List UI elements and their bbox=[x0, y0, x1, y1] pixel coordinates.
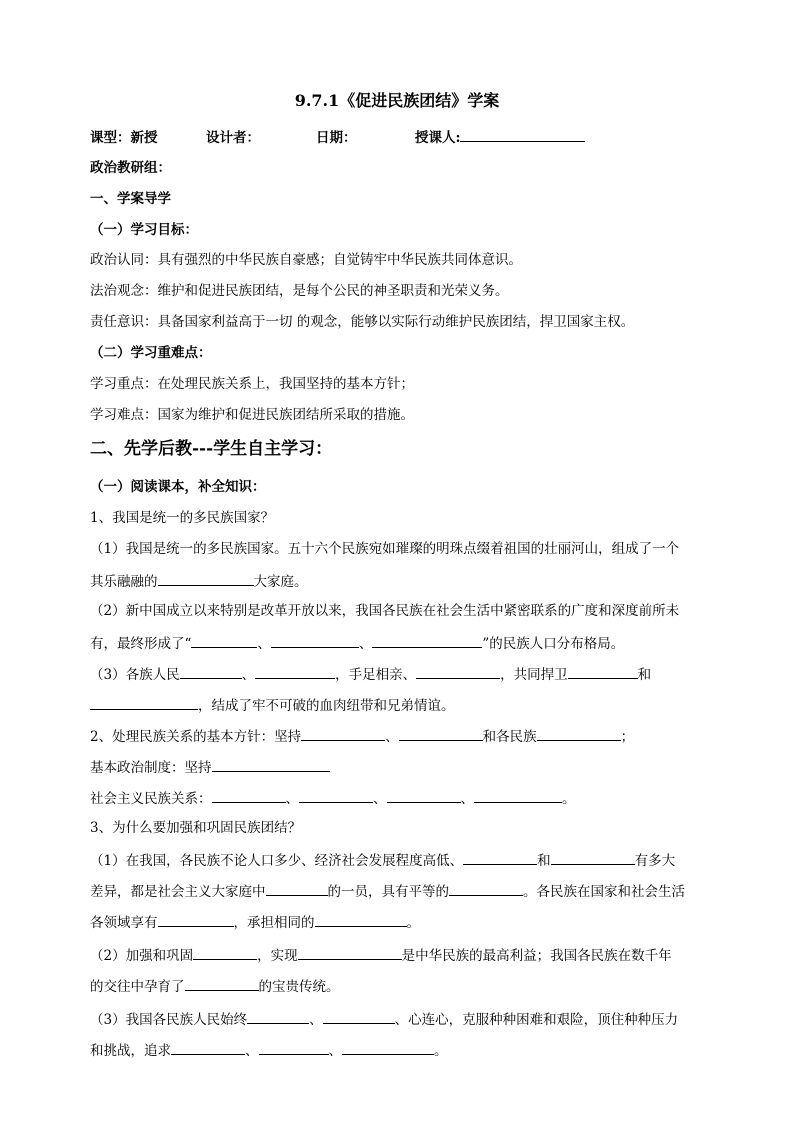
fill-blank[interactable] bbox=[416, 664, 500, 679]
text: 。 bbox=[562, 791, 576, 807]
fill-blank[interactable] bbox=[342, 1040, 434, 1055]
meta-row bbox=[90, 127, 585, 147]
text: 社会主义民族关系： bbox=[90, 791, 212, 807]
text: ”的民族人口分布格局。 bbox=[482, 636, 625, 652]
question-3: 3、为什么要加强和巩固民族团结？ bbox=[90, 820, 302, 836]
keypoints-subheading: （二）学习重难点： bbox=[90, 345, 212, 361]
goal-political: 政治认同：具有强烈的中华民族自豪感；自觉铸牢中华民族共同体意识。 bbox=[90, 252, 522, 268]
text: 、 bbox=[460, 791, 474, 807]
fill-blank[interactable] bbox=[399, 726, 483, 741]
q1-2-line1: （2）新中国成立以来特别是改革开放以来，我国各民族在社会生活中紧密联系的广度和深度前所未 bbox=[90, 603, 680, 619]
section1-heading: 一、学案导学 bbox=[90, 191, 171, 207]
text: 和挑战，追求 bbox=[90, 1043, 171, 1059]
question-1: 1、我国是统一的多民族国家？ bbox=[90, 510, 275, 526]
fill-blank[interactable] bbox=[474, 788, 562, 803]
q3-1-line3 bbox=[90, 912, 420, 932]
text: 的交往中孕育了 bbox=[90, 979, 185, 995]
q1-2-line2 bbox=[90, 633, 624, 653]
instructor-label: 授课人: bbox=[415, 130, 461, 146]
question-2 bbox=[90, 726, 634, 746]
q3-3-line2 bbox=[90, 1040, 448, 1060]
text: 大家庭。 bbox=[253, 574, 308, 590]
fill-blank[interactable] bbox=[90, 695, 198, 710]
ethnic-relations-line bbox=[90, 788, 576, 808]
course-type: 课型：新授 bbox=[90, 130, 158, 146]
text: 、 bbox=[328, 1043, 342, 1059]
text: 。各民族在国家和社会生活 bbox=[523, 884, 685, 900]
text: 和 bbox=[537, 853, 551, 869]
goal-legal: 法治观念：维护和促进民族团结，是每个公民的神圣职责和光荣义务。 bbox=[90, 283, 509, 299]
fill-blank[interactable] bbox=[315, 912, 407, 927]
text: 的宝贵传统。 bbox=[258, 979, 340, 995]
fill-blank[interactable] bbox=[180, 664, 242, 679]
q3-1-line2 bbox=[90, 881, 685, 901]
fill-blank[interactable] bbox=[212, 757, 330, 772]
goals-subheading: （一）学习目标： bbox=[90, 222, 198, 238]
q1-3-line1 bbox=[90, 664, 651, 684]
fill-blank[interactable] bbox=[247, 1009, 309, 1024]
text: 、 bbox=[241, 667, 256, 683]
political-system-line bbox=[90, 757, 330, 777]
text: 、 bbox=[257, 636, 271, 652]
text: 。 bbox=[434, 1043, 448, 1059]
date-label: 日期： bbox=[316, 130, 357, 146]
text: 、 bbox=[385, 729, 399, 745]
section2-heading: 二、先学后教---学生自主学习： bbox=[90, 439, 333, 459]
fill-blank[interactable] bbox=[568, 664, 638, 679]
key-point: 学习重点：在处理民族关系上，我国坚持的基本方针； bbox=[90, 376, 414, 392]
reading-subheading: （一）阅读课本，补全知识： bbox=[90, 479, 266, 495]
fill-blank[interactable] bbox=[185, 976, 259, 991]
text: 、 bbox=[285, 791, 299, 807]
designer-label: 设计者： bbox=[206, 130, 260, 146]
q1-3-line2 bbox=[90, 695, 455, 715]
text: ，实现 bbox=[257, 948, 298, 964]
q1-1-line2 bbox=[90, 571, 308, 591]
text: 、 bbox=[309, 1012, 323, 1028]
q3-1-line1 bbox=[90, 850, 675, 870]
fill-blank[interactable] bbox=[387, 788, 461, 803]
text: 2、处理民族关系的基本方针：坚持 bbox=[90, 729, 302, 745]
instructor-blank[interactable] bbox=[460, 127, 585, 142]
fill-blank[interactable] bbox=[191, 633, 257, 648]
text: （2）加强和巩固 bbox=[90, 948, 194, 964]
q3-2-line1 bbox=[90, 945, 672, 965]
difficult-point: 学习难点：国家为维护和促进民族团结所采取的措施。 bbox=[90, 407, 414, 423]
fill-blank[interactable] bbox=[158, 912, 234, 927]
fill-blank[interactable] bbox=[372, 633, 482, 648]
q3-3-line1 bbox=[90, 1009, 678, 1029]
fill-blank[interactable] bbox=[551, 850, 635, 865]
text: 各领域享有 bbox=[90, 915, 158, 931]
text: 有多大 bbox=[634, 853, 676, 869]
text: （3）各族人民 bbox=[90, 667, 180, 683]
fill-blank[interactable] bbox=[463, 850, 537, 865]
fill-blank[interactable] bbox=[299, 788, 373, 803]
fill-blank[interactable] bbox=[266, 881, 328, 896]
q1-1-line1: （1）我国是统一的多民族国家。五十六个民族宛如璀璨的明珠点缀着祖国的壮丽河山，组成了一个 bbox=[90, 541, 680, 557]
text: ，手足相亲、 bbox=[335, 667, 417, 683]
fill-blank[interactable] bbox=[449, 881, 523, 896]
text: 基本政治制度：坚持 bbox=[90, 760, 212, 776]
q3-2-line2 bbox=[90, 976, 340, 996]
fill-blank[interactable] bbox=[301, 726, 385, 741]
text: 、 bbox=[373, 791, 387, 807]
text: 的一员，具有平等的 bbox=[327, 884, 449, 900]
text: （3）我国各民族人民始终 bbox=[90, 1012, 248, 1028]
group-label: 政治教研组： bbox=[90, 160, 171, 176]
text: 和 bbox=[637, 667, 652, 683]
text: ，结成了牢不可破的血肉纽带和兄弟情谊。 bbox=[198, 698, 455, 714]
text: （1）在我国，各民族不论人口多少、经济社会发展程度高低、 bbox=[90, 853, 464, 869]
document-title: 9.7.1《促进民族团结》学案 bbox=[294, 91, 500, 110]
text: 是中华民族的最高利益；我国各民族在数千年 bbox=[401, 948, 672, 964]
text: 和各民族 bbox=[482, 729, 537, 745]
fill-blank[interactable] bbox=[298, 945, 402, 960]
fill-blank[interactable] bbox=[271, 633, 359, 648]
text: ； bbox=[620, 729, 635, 745]
text: 、 bbox=[358, 636, 373, 652]
text: 、心连心，克服种种困难和艰险，顶住种种压力 bbox=[394, 1012, 679, 1028]
fill-blank[interactable] bbox=[323, 1009, 395, 1024]
text: 。 bbox=[406, 915, 420, 931]
fill-blank[interactable] bbox=[259, 1040, 329, 1055]
text: 差异，都是社会主义大家庭中 bbox=[90, 884, 266, 900]
text: 、 bbox=[245, 1043, 259, 1059]
goal-responsibility: 责任意识：具备国家利益高于一切 的观念，能够以实际行动维护民族团结，捍卫国家主权。 bbox=[90, 314, 635, 330]
fill-blank[interactable] bbox=[193, 945, 257, 960]
text: ，共同捍卫 bbox=[500, 667, 568, 683]
text: ，承担相同的 bbox=[233, 915, 315, 931]
text: 其乐融融的 bbox=[90, 574, 158, 590]
fill-blank[interactable] bbox=[537, 726, 621, 741]
fill-blank[interactable] bbox=[255, 664, 335, 679]
text: 有，最终形成了“ bbox=[90, 636, 192, 652]
fill-blank[interactable] bbox=[171, 1040, 245, 1055]
fill-blank[interactable] bbox=[212, 788, 286, 803]
fill-blank[interactable] bbox=[158, 571, 254, 586]
